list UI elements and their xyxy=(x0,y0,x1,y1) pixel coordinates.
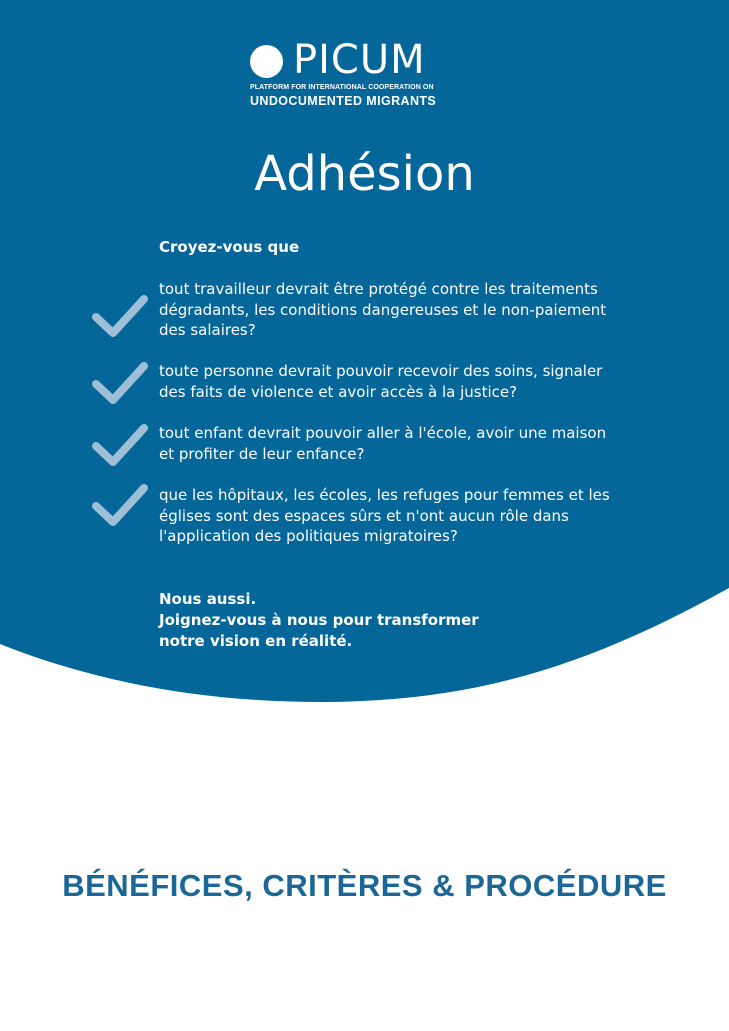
question-line: que les hôpitaux, les écoles, les refuges pour femmes et les xyxy=(159,486,610,504)
logo-subtitle-line1: PLATFORM FOR INTERNATIONAL COOPERATION ON xyxy=(250,84,434,91)
closing-line-3: notre vision en réalité. xyxy=(159,632,353,650)
section-heading: BÉNÉFICES, CRITÈRES & PROCÉDURE xyxy=(62,868,667,903)
question-item-4 xyxy=(159,485,659,547)
page-title: Adhésion xyxy=(254,146,475,202)
intro-text: Croyez-vous que xyxy=(159,238,300,256)
question-item-1 xyxy=(159,279,659,341)
closing-line-1: Nous aussi. xyxy=(159,590,257,608)
question-item-3 xyxy=(159,423,659,464)
closing-line-2: Joignez-vous à nous pour transformer xyxy=(159,611,479,629)
question-line: tout travailleur devrait être protégé contre les traitements xyxy=(159,280,598,298)
picum-logo xyxy=(250,37,437,108)
question-line: l'application des politiques migratoires? xyxy=(159,527,458,545)
checkmark-icon xyxy=(90,360,148,406)
closing-statement xyxy=(159,589,479,652)
logo-name: PICUM xyxy=(293,37,426,83)
logo-subtitle-line2: UNDOCUMENTED MIGRANTS xyxy=(250,94,437,108)
checkmark-icon xyxy=(90,482,148,528)
checkmark-icon xyxy=(90,422,148,468)
question-line: églises sont des espaces sûrs et n'ont aucun rôle dans xyxy=(159,506,569,525)
checkmark-icon xyxy=(90,293,148,339)
question-line: tout enfant devrait pouvoir aller à l'école, avoir une maison xyxy=(159,424,607,442)
question-line: toute personne devrait pouvoir recevoir des soins, signaler xyxy=(159,362,603,380)
question-line: des faits de violence et avoir accès à la justice? xyxy=(159,382,518,401)
question-line: des salaires? xyxy=(159,321,256,339)
question-item-2 xyxy=(159,361,659,402)
question-line: dégradants, les conditions dangereuses et le non-paiement xyxy=(159,300,607,319)
question-line: et profiter de leur enfance? xyxy=(159,444,365,463)
logo-circle-icon xyxy=(250,45,283,78)
